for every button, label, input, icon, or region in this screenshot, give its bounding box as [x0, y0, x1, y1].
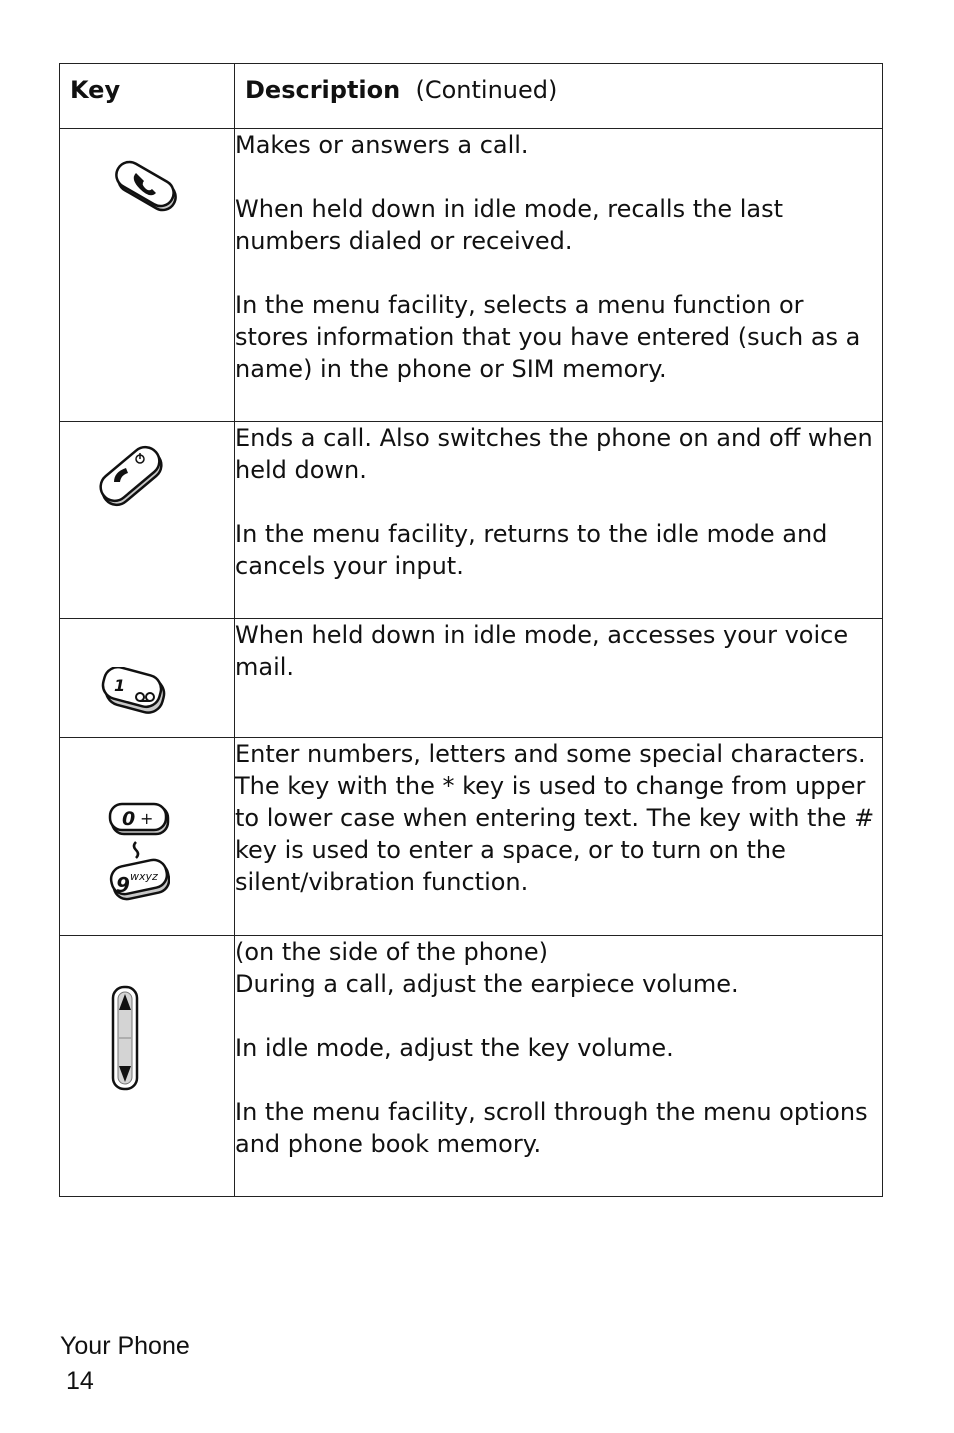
page-number: 14: [66, 1367, 94, 1395]
description-paragraph: Makes or answers a call.: [235, 131, 529, 159]
svg-text:+: +: [140, 809, 154, 828]
end-power-key-icon: [96, 442, 166, 508]
key-cell: [60, 738, 235, 936]
description-cell: [235, 129, 883, 422]
number-keys-0-9-icon: [108, 802, 170, 902]
description-paragraph: In the menu facility, returns to the idle mode and cancels your input.: [235, 520, 828, 580]
continued-label: (Continued): [415, 76, 558, 104]
description-cell: [235, 936, 883, 1197]
key-cell: [60, 936, 235, 1197]
description-cell: [235, 422, 883, 619]
svg-text:1: 1: [114, 676, 126, 695]
table-row: [60, 422, 883, 619]
table-header-row: [60, 64, 883, 129]
description-cell: [235, 619, 883, 738]
key-header-label: Key: [70, 76, 121, 104]
table-row: [60, 936, 883, 1197]
key-cell: [60, 129, 235, 422]
table-row: [60, 619, 883, 738]
key-cell: [60, 422, 235, 619]
description-paragraph: When held down in idle mode, recalls the last numbers dialed or received.: [235, 195, 784, 255]
key-description-table: [59, 63, 883, 1197]
description-paragraph: (on the side of the phone) During a call, adjust the earpiece volume.: [235, 938, 739, 998]
description-header-label: Description: [245, 76, 401, 104]
description-column-header: [235, 64, 883, 129]
svg-text:0: 0: [122, 808, 136, 830]
description-cell: [235, 738, 883, 936]
svg-text:9: 9: [116, 873, 130, 897]
footer-section-title: Your Phone: [60, 1332, 190, 1360]
send-key-icon: [112, 159, 182, 215]
description-paragraph: In the menu facility, scroll through the menu options and phone book memory.: [235, 1098, 868, 1158]
description-paragraph: Ends a call. Also switches the phone on and off when held down.: [235, 424, 873, 484]
key-column-header: [60, 64, 235, 129]
key-cell: [60, 619, 235, 738]
svg-text:wxyz: wxyz: [130, 870, 158, 883]
voicemail-1-key-icon: [100, 667, 170, 715]
description-paragraph: In the menu facility, selects a menu function or stores information that you have entered (such as a name) in the phone or SIM memory.: [235, 291, 861, 383]
description-paragraph: Enter numbers, letters and some special characters. The key with the * key is used to change from upper to lower case when entering text. The key with the # key is used to enter a space, or to turn on the silent/vibration function.: [235, 740, 875, 896]
volume-side-key-icon: [110, 984, 140, 1092]
table-row: [60, 129, 883, 422]
description-paragraph: When held down in idle mode, accesses your voice mail.: [235, 621, 849, 681]
table-row: [60, 738, 883, 936]
description-paragraph: In idle mode, adjust the key volume.: [235, 1034, 674, 1062]
